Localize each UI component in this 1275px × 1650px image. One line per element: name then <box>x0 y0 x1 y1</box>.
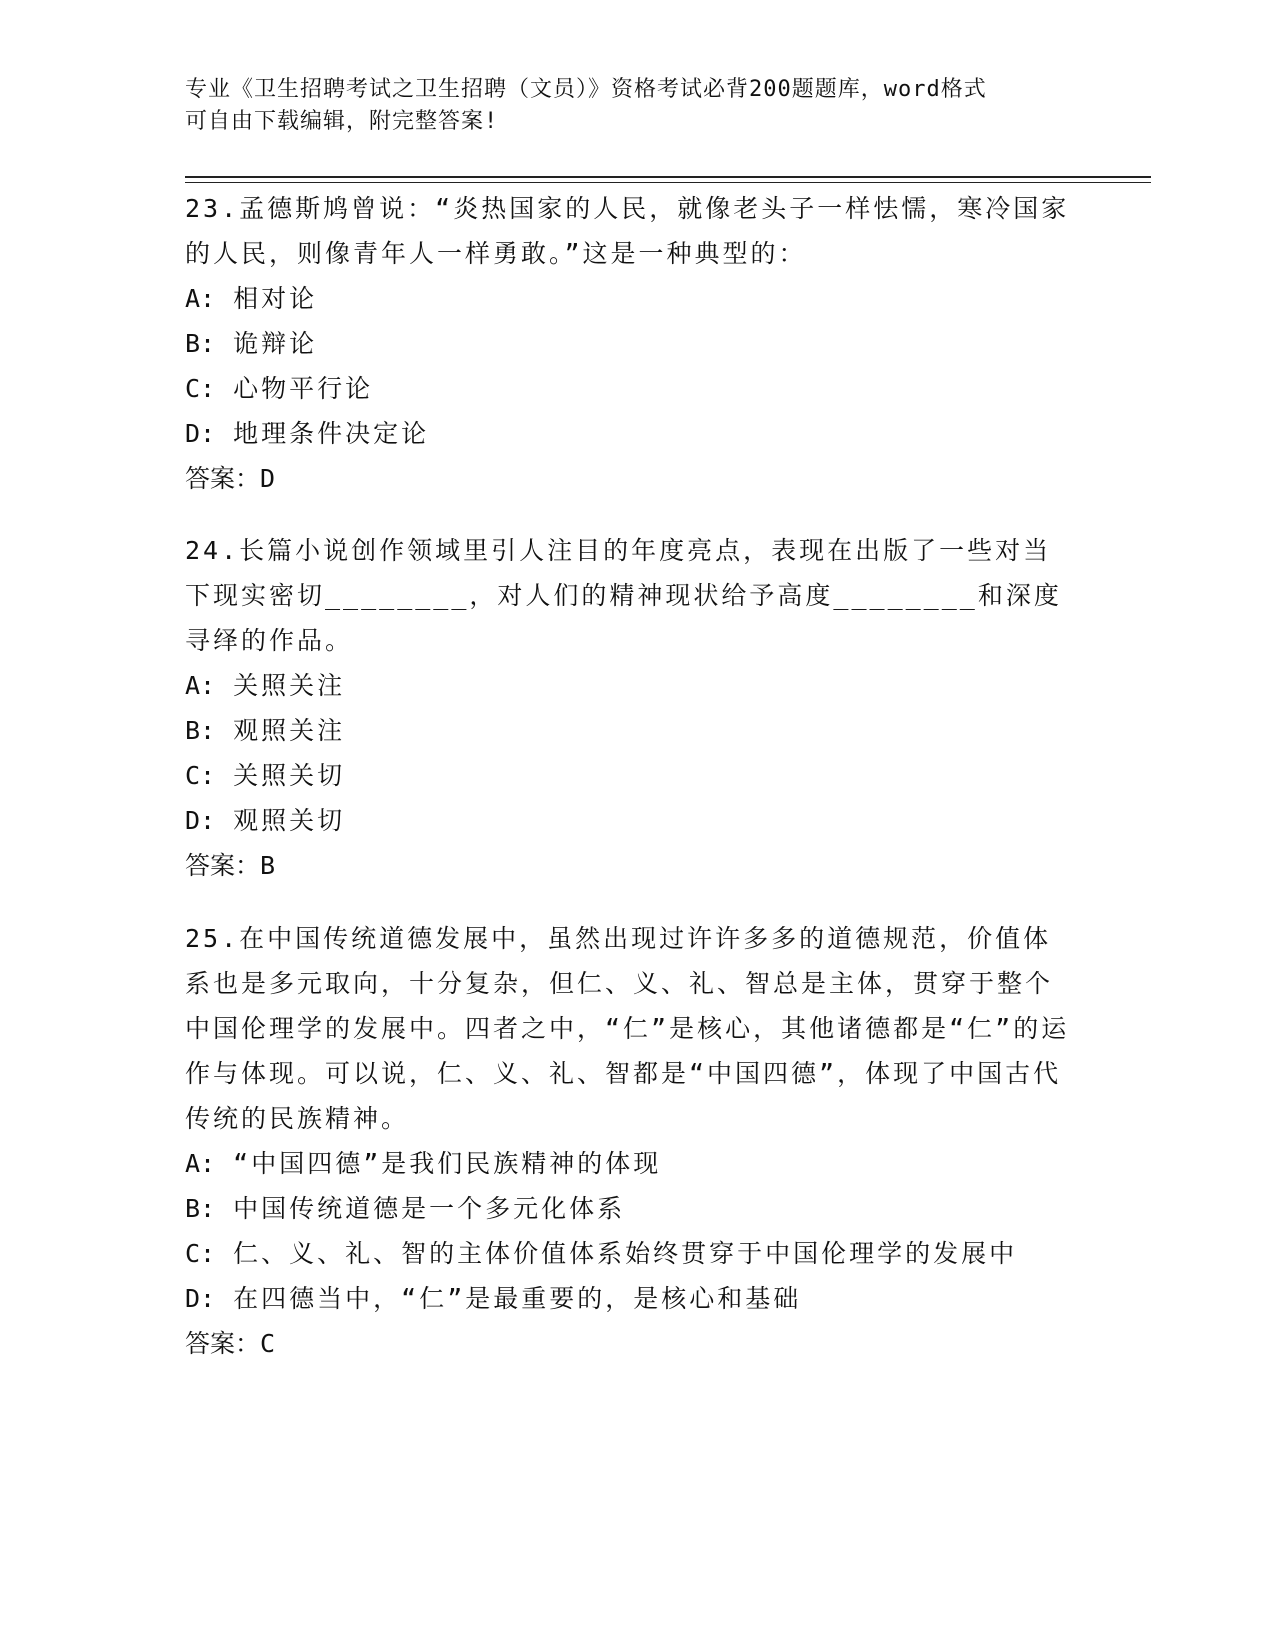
option-text: 在四德当中，“仁”是最重要的，是核心和基础 <box>233 1284 802 1313</box>
option-letter: A: <box>185 284 216 313</box>
option-d <box>185 798 1075 843</box>
option-text: 地理条件决定论 <box>233 419 430 448</box>
header-divider-thin <box>185 182 1151 183</box>
option-letter: B: <box>185 329 216 358</box>
question-25 <box>185 916 1075 1366</box>
answer-value: B <box>260 851 276 880</box>
header-line-2: 可自由下载编辑，附完整答案! <box>185 109 499 134</box>
option-letter: A: <box>185 671 216 700</box>
option-c <box>185 753 1075 798</box>
question-stem: 24.长篇小说创作领域里引人注目的年度亮点，表现在出版了一些对当下现实密切________，对人们的精神现状给予高度________和深度寻绎的作品。 <box>185 536 1062 655</box>
question-24 <box>185 528 1075 888</box>
option-d <box>185 411 1075 456</box>
question-stem: 25.在中国传统道德发展中，虽然出现过许许多多的道德规范，价值体系也是多元取向，十分复杂，但仁、义、礼、智总是主体，贯穿于整个中国伦理学的发展中。四者之中，“仁”是核心，其他诸德都是“仁”的运作与体现。可以说，仁、义、礼、智都是“中国四德”，体现了中国古代传统的民族精神。 <box>185 924 1070 1133</box>
option-letter: D: <box>185 1284 216 1313</box>
question-23 <box>185 186 1075 501</box>
answer-value: D <box>260 464 276 493</box>
option-text: 心物平行论 <box>233 374 374 403</box>
header-line-1: 专业《卫生招聘考试之卫生招聘（文员）》资格考试必背200题题库，word格式 <box>185 77 987 102</box>
option-letter: B: <box>185 716 216 745</box>
option-text: 关照关切 <box>233 761 346 790</box>
answer-line <box>185 456 1075 501</box>
option-letter: C: <box>185 761 216 790</box>
answer-value: C <box>260 1329 276 1358</box>
option-letter: D: <box>185 419 216 448</box>
option-b <box>185 708 1075 753</box>
option-a <box>185 663 1075 708</box>
option-text: 观照关注 <box>233 716 346 745</box>
answer-label: 答案： <box>185 1329 261 1358</box>
answer-label: 答案： <box>185 851 261 880</box>
option-b <box>185 321 1075 366</box>
option-text: 仁、义、礼、智的主体价值体系始终贯穿于中国伦理学的发展中 <box>233 1239 1018 1268</box>
question-stem: 23.孟德斯鸠曾说：“炎热国家的人民，就像老头子一样怯懦，寒冷国家的人民，则像青年人一样勇敢。”这是一种典型的： <box>185 194 1070 268</box>
option-text: 观照关切 <box>233 806 346 835</box>
option-text: “中国四德”是我们民族精神的体现 <box>233 1149 662 1178</box>
answer-line <box>185 843 1075 888</box>
option-text: 相对论 <box>233 284 318 313</box>
answer-label: 答案： <box>185 464 261 493</box>
option-letter: B: <box>185 1194 216 1223</box>
answer-line <box>185 1321 1075 1366</box>
option-c <box>185 366 1075 411</box>
option-c <box>185 1231 1075 1276</box>
option-a <box>185 1141 1075 1186</box>
option-b <box>185 1186 1075 1231</box>
option-text: 诡辩论 <box>233 329 318 358</box>
option-letter: D: <box>185 806 216 835</box>
option-letter: C: <box>185 1239 216 1268</box>
option-a <box>185 276 1075 321</box>
option-d <box>185 1276 1075 1321</box>
option-text: 中国传统道德是一个多元化体系 <box>233 1194 626 1223</box>
header-divider-thick <box>185 176 1151 178</box>
option-letter: C: <box>185 374 216 403</box>
option-text: 关照关注 <box>233 671 346 700</box>
document-header <box>185 74 1065 138</box>
option-letter: A: <box>185 1149 216 1178</box>
